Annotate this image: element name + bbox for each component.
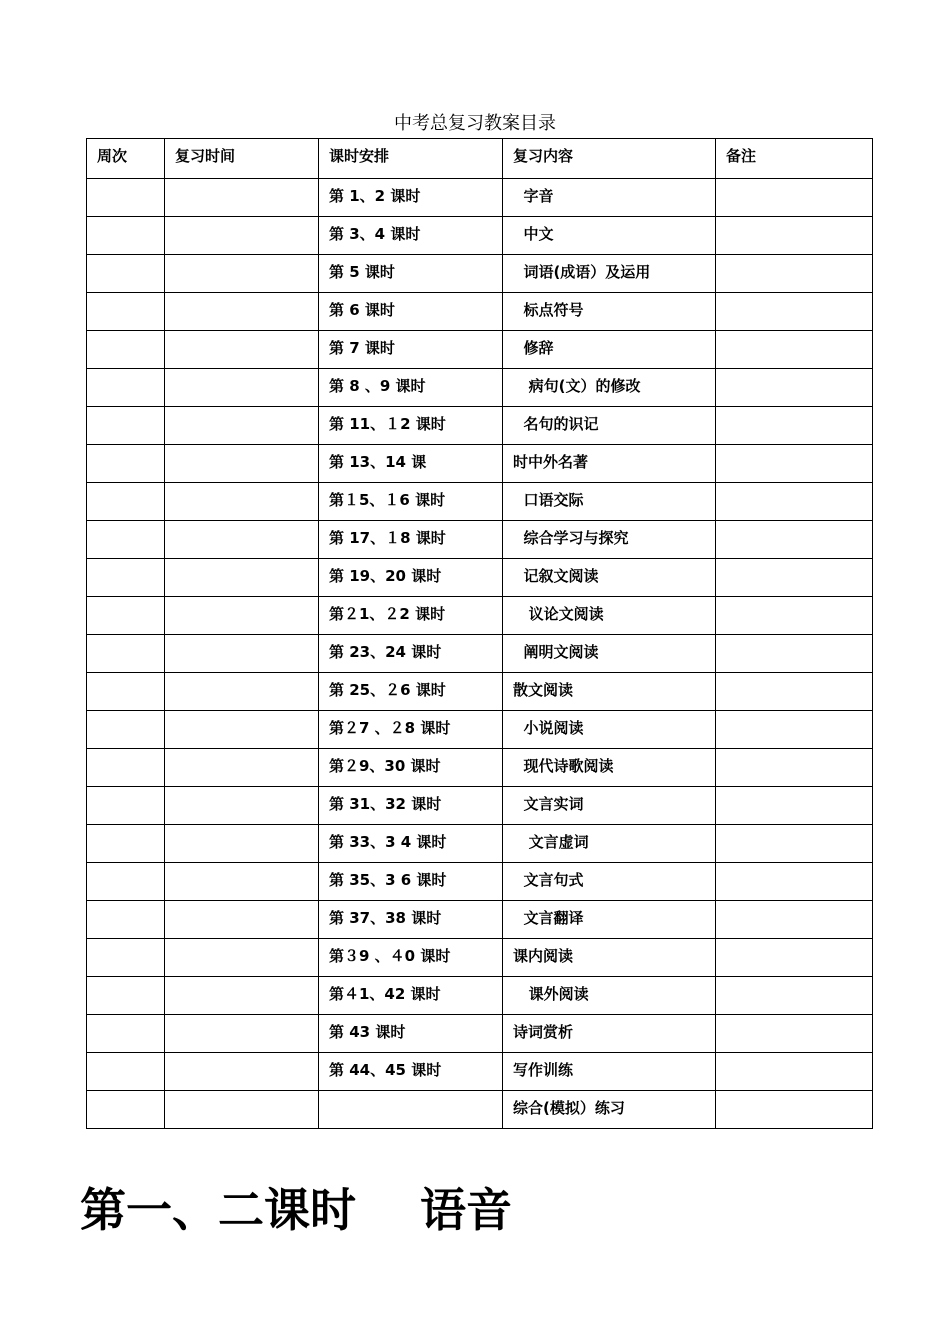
- table-row: [87, 179, 873, 217]
- table-row: [87, 597, 873, 635]
- cell-week: [87, 445, 165, 483]
- cell-week: [87, 521, 165, 559]
- header-week: 周次: [87, 139, 165, 179]
- cell-time: [165, 483, 319, 521]
- cell-time: [165, 1015, 319, 1053]
- table-row: [87, 559, 873, 597]
- cell-lesson: 第 25、２6 课时: [319, 673, 503, 711]
- cell-lesson: 第 43 课时: [319, 1015, 503, 1053]
- cell-content: 文言句式: [503, 863, 716, 901]
- cell-time: [165, 749, 319, 787]
- cell-week: [87, 255, 165, 293]
- cell-note: [716, 445, 873, 483]
- cell-week: [87, 483, 165, 521]
- cell-note: [716, 255, 873, 293]
- cell-lesson: 第 23、24 课时: [319, 635, 503, 673]
- cell-week: [87, 749, 165, 787]
- cell-week: [87, 331, 165, 369]
- cell-note: [716, 597, 873, 635]
- cell-week: [87, 217, 165, 255]
- cell-note: [716, 1015, 873, 1053]
- cell-lesson: 第 5 课时: [319, 255, 503, 293]
- table-row: [87, 331, 873, 369]
- cell-note: [716, 1053, 873, 1091]
- section-heading: 第一、二课时 语音: [80, 1183, 513, 1237]
- cell-time: [165, 255, 319, 293]
- cell-week: [87, 635, 165, 673]
- cell-note: [716, 749, 873, 787]
- cell-week: [87, 863, 165, 901]
- header-lesson: 课时安排: [319, 139, 503, 179]
- cell-lesson: 第 3、4 课时: [319, 217, 503, 255]
- cell-content: 阐明文阅读: [503, 635, 716, 673]
- cell-week: [87, 597, 165, 635]
- cell-content: 文言实词: [503, 787, 716, 825]
- table-row: [87, 483, 873, 521]
- cell-time: [165, 787, 319, 825]
- cell-week: [87, 939, 165, 977]
- cell-time: [165, 521, 319, 559]
- cell-content: 课内阅读: [503, 939, 716, 977]
- cell-note: [716, 331, 873, 369]
- cell-note: [716, 635, 873, 673]
- cell-time: [165, 939, 319, 977]
- cell-content: 名句的识记: [503, 407, 716, 445]
- header-content: 复习内容: [503, 139, 716, 179]
- table-row: [87, 217, 873, 255]
- cell-lesson: 第 31、32 课时: [319, 787, 503, 825]
- header-time: 复习时间: [165, 139, 319, 179]
- cell-note: [716, 939, 873, 977]
- cell-time: [165, 331, 319, 369]
- cell-content: 时中外名著: [503, 445, 716, 483]
- table-row: [87, 673, 873, 711]
- cell-week: [87, 369, 165, 407]
- cell-content: 小说阅读: [503, 711, 716, 749]
- table-header-row: [87, 139, 873, 179]
- document-title: 中考总复习教案目录: [394, 113, 556, 134]
- cell-content: 课外阅读: [503, 977, 716, 1015]
- cell-content: 散文阅读: [503, 673, 716, 711]
- table-body: [87, 179, 873, 1129]
- cell-note: [716, 863, 873, 901]
- cell-lesson: 第 37、38 课时: [319, 901, 503, 939]
- cell-lesson: 第 17、１8 课时: [319, 521, 503, 559]
- cell-lesson: 第 6 课时: [319, 293, 503, 331]
- cell-note: [716, 407, 873, 445]
- cell-week: [87, 293, 165, 331]
- cell-note: [716, 977, 873, 1015]
- cell-note: [716, 825, 873, 863]
- cell-week: [87, 977, 165, 1015]
- cell-lesson: 第 11、１2 课时: [319, 407, 503, 445]
- cell-time: [165, 217, 319, 255]
- table-row: [87, 635, 873, 673]
- cell-week: [87, 1053, 165, 1091]
- cell-lesson: 第 13、14 课: [319, 445, 503, 483]
- cell-note: [716, 787, 873, 825]
- cell-lesson: 第 19、20 课时: [319, 559, 503, 597]
- cell-note: [716, 559, 873, 597]
- cell-note: [716, 217, 873, 255]
- table-row: [87, 711, 873, 749]
- cell-time: [165, 673, 319, 711]
- cell-content: 记叙文阅读: [503, 559, 716, 597]
- cell-content: 中文: [503, 217, 716, 255]
- table-row: [87, 293, 873, 331]
- cell-time: [165, 179, 319, 217]
- cell-time: [165, 825, 319, 863]
- cell-content: 字音: [503, 179, 716, 217]
- cell-note: [716, 483, 873, 521]
- table-row: [87, 369, 873, 407]
- cell-content: 词语(成语）及运用: [503, 255, 716, 293]
- cell-time: [165, 407, 319, 445]
- cell-content: 文言翻译: [503, 901, 716, 939]
- table-row: [87, 939, 873, 977]
- cell-lesson: [319, 1091, 503, 1129]
- cell-week: [87, 1091, 165, 1129]
- cell-week: [87, 673, 165, 711]
- cell-lesson: 第４1、42 课时: [319, 977, 503, 1015]
- cell-note: [716, 521, 873, 559]
- cell-lesson: 第１5、１6 课时: [319, 483, 503, 521]
- cell-content: 现代诗歌阅读: [503, 749, 716, 787]
- cell-lesson: 第 35、3 6 课时: [319, 863, 503, 901]
- cell-time: [165, 1053, 319, 1091]
- cell-note: [716, 711, 873, 749]
- cell-content: 议论文阅读: [503, 597, 716, 635]
- cell-content: 诗词赏析: [503, 1015, 716, 1053]
- cell-content: 综合(模拟）练习: [503, 1091, 716, 1129]
- cell-lesson: 第 7 课时: [319, 331, 503, 369]
- toc-table: [86, 138, 873, 1129]
- cell-content: 综合学习与探究: [503, 521, 716, 559]
- cell-week: [87, 559, 165, 597]
- cell-lesson: 第２7 、２8 课时: [319, 711, 503, 749]
- cell-week: [87, 711, 165, 749]
- cell-lesson: 第２9、30 课时: [319, 749, 503, 787]
- header-note: 备注: [716, 139, 873, 179]
- table-row: [87, 825, 873, 863]
- cell-note: [716, 179, 873, 217]
- table-row: [87, 1015, 873, 1053]
- table-row: [87, 863, 873, 901]
- cell-lesson: 第 44、45 课时: [319, 1053, 503, 1091]
- cell-note: [716, 673, 873, 711]
- cell-week: [87, 901, 165, 939]
- cell-content: 口语交际: [503, 483, 716, 521]
- cell-content: 文言虚词: [503, 825, 716, 863]
- cell-content: 标点符号: [503, 293, 716, 331]
- cell-time: [165, 977, 319, 1015]
- cell-note: [716, 901, 873, 939]
- cell-week: [87, 179, 165, 217]
- cell-content: 修辞: [503, 331, 716, 369]
- cell-note: [716, 1091, 873, 1129]
- cell-time: [165, 293, 319, 331]
- cell-time: [165, 1091, 319, 1129]
- table-row: [87, 407, 873, 445]
- table-row: [87, 1091, 873, 1129]
- cell-week: [87, 787, 165, 825]
- cell-time: [165, 559, 319, 597]
- cell-time: [165, 369, 319, 407]
- table-row: [87, 901, 873, 939]
- cell-time: [165, 711, 319, 749]
- cell-time: [165, 597, 319, 635]
- cell-content: 写作训练: [503, 1053, 716, 1091]
- cell-lesson: 第３9 、４0 课时: [319, 939, 503, 977]
- cell-time: [165, 445, 319, 483]
- table-row: [87, 445, 873, 483]
- table-row: [87, 521, 873, 559]
- cell-time: [165, 901, 319, 939]
- cell-content: 病句(文）的修改: [503, 369, 716, 407]
- cell-lesson: 第 8 、9 课时: [319, 369, 503, 407]
- cell-time: [165, 635, 319, 673]
- table-row: [87, 749, 873, 787]
- cell-lesson: 第 33、3 4 课时: [319, 825, 503, 863]
- table-row: [87, 255, 873, 293]
- table-row: [87, 787, 873, 825]
- table-row: [87, 1053, 873, 1091]
- table-row: [87, 977, 873, 1015]
- cell-note: [716, 369, 873, 407]
- cell-lesson: 第２1、２2 课时: [319, 597, 503, 635]
- cell-week: [87, 407, 165, 445]
- cell-week: [87, 1015, 165, 1053]
- cell-time: [165, 863, 319, 901]
- cell-note: [716, 293, 873, 331]
- cell-lesson: 第 1、2 课时: [319, 179, 503, 217]
- cell-week: [87, 825, 165, 863]
